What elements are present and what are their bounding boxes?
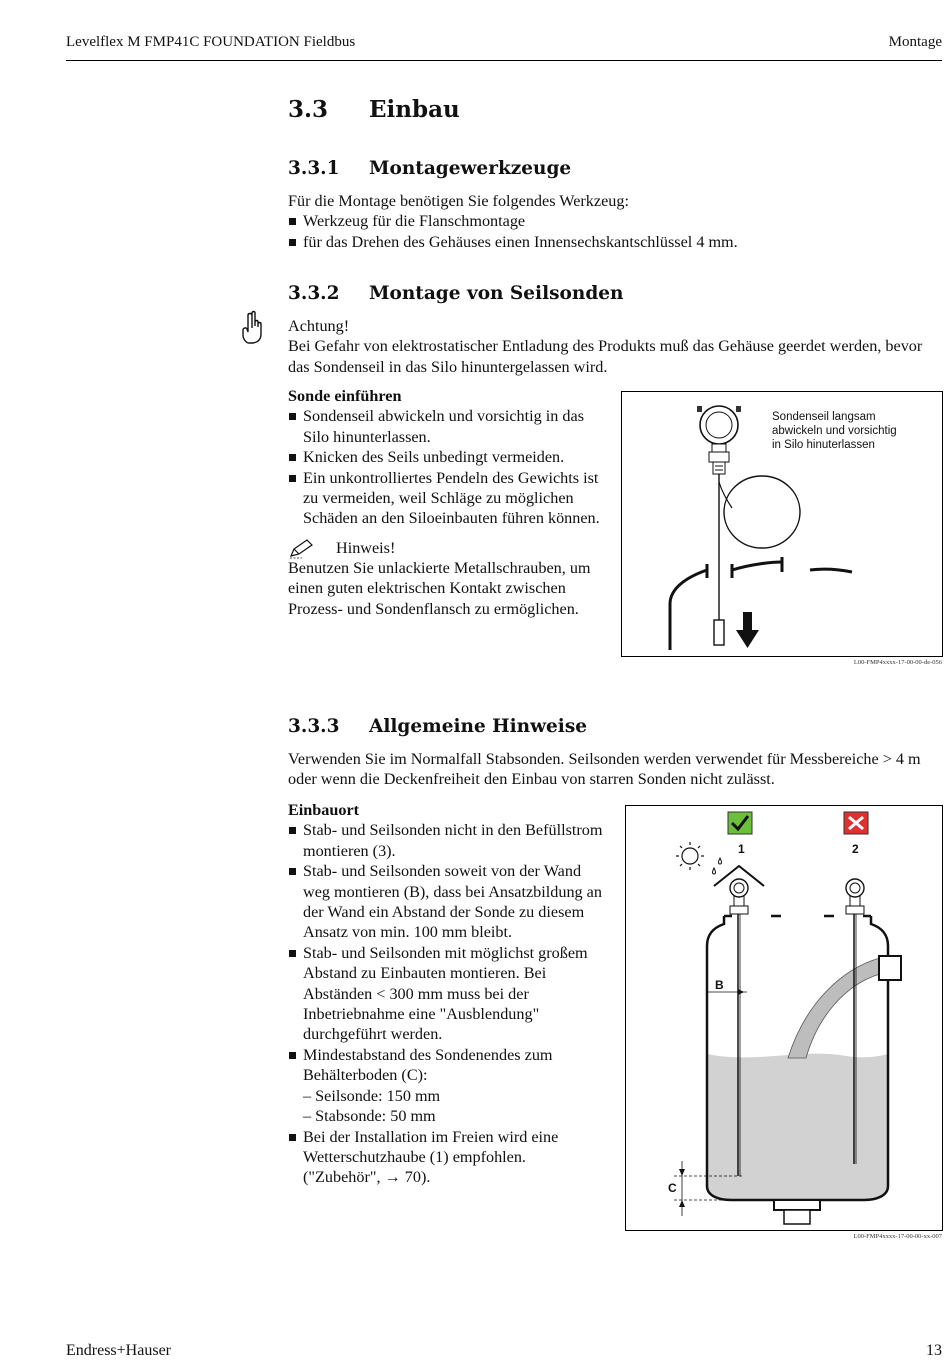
s2-heading: 3.3.2 Montage von Seilsonden [288, 283, 624, 304]
section-heading: 3.3 Einbau [288, 96, 460, 123]
list-item: Mindestabstand des Sondenendes zum Behälterboden (C): – Seilsonde: 150 mm – Stabsonde: 50 mm [288, 1045, 610, 1127]
figure-label: abwickeln und vorsichtig [772, 425, 897, 437]
s2-body: Sonde einführen Sondenseil abwickeln und vorsichtig in das Silo hinunterlassen. Knicken des Seils unbedingt vermeiden. Ein unkontrolliertes Pendeln des Gewichts ist zu vermeiden, weil Schläge zu möglichen Schäden an den Siloeinbauten führen können. [288, 386, 610, 529]
list-item: für das Drehen des Gehäuses einen Innensechskantschlüssel 4 mm. [288, 232, 938, 252]
s3-heading: 3.3.3 Allgemeine Hinweise [288, 716, 588, 737]
label-2: 2 [852, 842, 859, 856]
figure-rope-probe [621, 391, 943, 657]
figure-label: Sondenseil langsam [772, 411, 876, 423]
label-1: 1 [738, 842, 745, 856]
page-number: 13 [926, 1342, 942, 1359]
list-item: Stab- und Seilsonden mit möglichst großem Abstand zu Einbauten montieren. Bei Abständen < 300 mm muss bei der Inbetriebnahme eine "Ausblendung" durchgeführt werden. [288, 943, 610, 1045]
check-icon [728, 812, 752, 834]
list-item: Bei der Installation im Freien wird eine Wetterschutzhaube (1) empfohlen. ("Zubehör", → 70). [288, 1127, 610, 1188]
dash-item: – Seilsonde: 150 mm [303, 1086, 441, 1105]
footer-brand: Endress+Hauser [66, 1342, 171, 1359]
s1-body: Für die Montage benötigen Sie folgendes Werkzeug: Werkzeug für die Flanschmontage für das Drehen des Gehäuses einen Innensechskantschlüssel 4 mm. [288, 191, 938, 252]
header-rule [66, 60, 942, 61]
list-item: Stab- und Seilsonden nicht in den Befüllstrom montieren (3). [288, 820, 610, 861]
list-item: Stab- und Seilsonden soweit von der Wand weg montieren (B), dass bei Ansatzbildung an der Wand ein Abstand der Sonde zu diesem Ansatz von min. 100 mm bleibt. [288, 861, 610, 943]
list-item: Knicken des Seils unbedingt vermeiden. [288, 447, 610, 467]
reference-link: ("Zubehör", → 70). [303, 1168, 431, 1187]
s3-intro: Verwenden Sie im Normalfall Stabsonden. Seilsonden werden verwendet für Messbereiche > 4 m oder wenn die Deckenfreiheit den Einbau von starren Sonden nicht zulässt. [288, 750, 921, 789]
header-title: Levelflex M FMP41C FOUNDATION Fieldbus [66, 34, 356, 50]
dash-item: – Stabsonde: 50 mm [303, 1107, 436, 1126]
pencil-note-icon [288, 539, 316, 559]
list-item: Sondenseil abwickeln und vorsichtig in das Silo hinunterlassen. [288, 406, 610, 447]
note-title: Hinweis! [336, 539, 396, 557]
figure-label: in Silo hinuterlassen [772, 439, 875, 451]
label-b: B [715, 978, 724, 992]
warning-block: Achtung! Bei Gefahr von elektrostatischer Entladung des Produkts muß das Gehäuse geerdet werden, bevor das Sondenseil in das Silo hinuntergelassen wird. [288, 317, 923, 376]
s1-heading: 3.3.1 Montagewerkzeuge [288, 158, 572, 179]
label-c: C [668, 1181, 677, 1195]
figure-caption: L00-FMP4xxxx-17-00-00-de-056 [853, 659, 942, 666]
header-section: Montage [888, 34, 942, 50]
hand-warning-icon [240, 310, 266, 346]
cross-icon [844, 812, 868, 834]
note-text: Benutzen Sie unlackierte Metallschrauben, um einen guten elektrischen Kontakt zwischen Prozess- und Sondenflansch zu ermöglichen. [288, 559, 591, 618]
figure-caption: L00-FMP4xxxx-17-00-00-xx-007 [853, 1233, 942, 1240]
list-item: Ein unkontrolliertes Pendeln des Gewichts ist zu vermeiden, weil Schläge zu möglichen Schäden an den Siloeinbauten führen können. [288, 468, 610, 529]
s3-body: Einbauort Stab- und Seilsonden nicht in den Befüllstrom montieren (3). Stab- und Seilsonden soweit von der Wand weg montieren (B), dass bei Ansatzbildung an der Wand ein Abstand der Sonde zu diesem Ansatz von min. 100 mm bleibt. Stab- und Seilsonden mit möglichst großem Abstand zu Einbauten montieren. Bei Abständen < 300 mm muss bei der Inbetriebnahme eine "Ausblendung" durchgeführt werden. Mindestabstand des Sondenendes zum Behälterboden (C): – Seilsonde: 150 mm – Stabsonde: 50 mm Bei der Installation im Freien wird eine Wetterschutzhaube (1) empfohlen. ("Zubehör", → 70). [288, 800, 610, 1188]
figure-installation [625, 805, 943, 1231]
list-item: Werkzeug für die Flanschmontage [288, 211, 938, 231]
